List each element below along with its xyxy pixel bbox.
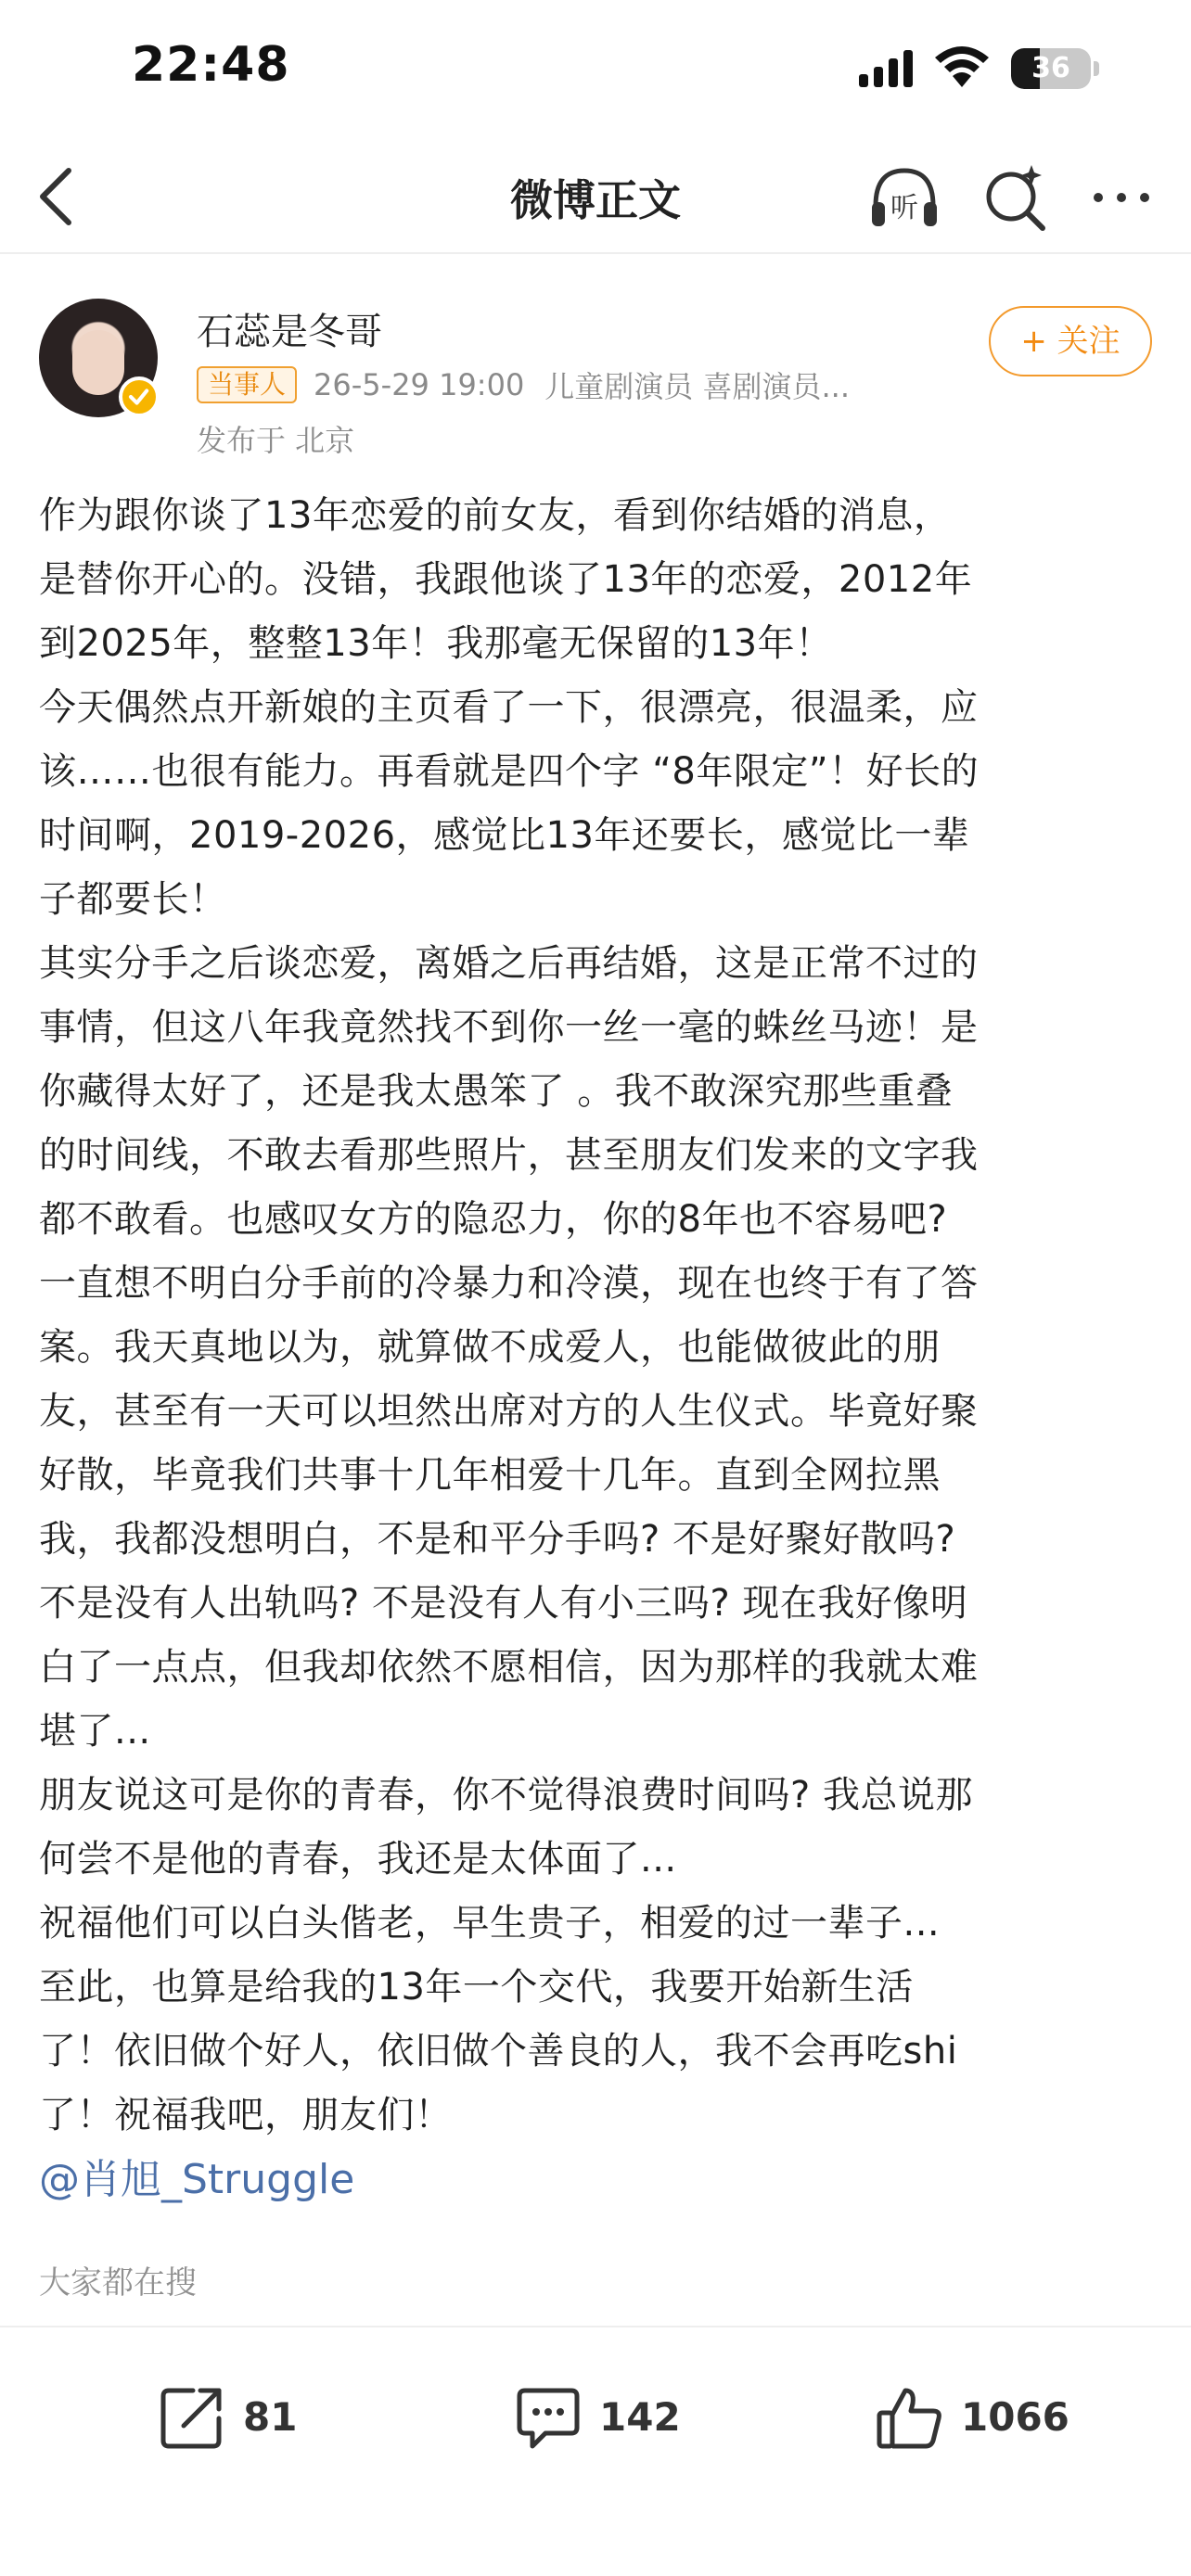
post-line: 的时间线，不敢去看那些照片，甚至朋友们发来的文字我 bbox=[39, 1134, 979, 1177]
post-line: 你藏得太好了，还是我太愚笨了 。我不敢深究那些重叠 bbox=[39, 1070, 954, 1113]
post-line: 事情，但这八年我竟然找不到你一丝一毫的蛛丝马迹！是 bbox=[39, 1006, 979, 1049]
post-line: 是替你开心的。没错，我跟他谈了13年的恋爱，2012年 bbox=[39, 558, 973, 601]
post-line: 友，甚至有一天可以坦然出席对方的人生仪式。毕竟好聚 bbox=[39, 1390, 979, 1433]
battery-body bbox=[1011, 48, 1091, 89]
follow-button[interactable]: + 关注 bbox=[989, 306, 1152, 376]
post-line: 不是没有人出轨吗? 不是没有人有小三吗? 现在我好像明 bbox=[39, 1582, 968, 1625]
status-bar bbox=[0, 0, 1191, 139]
post-line: 其实分手之后谈恋爱，离婚之后再结婚，这是正常不过的 bbox=[39, 942, 979, 985]
bottom-action-bar bbox=[0, 2326, 1191, 2576]
post-line: 何尝不是他的青春，我还是太体面了... bbox=[39, 1838, 677, 1881]
post-line: 都不敢看。也感叹女方的隐忍力，你的8年也不容易吧? bbox=[39, 1198, 948, 1241]
trending-label: 大家都在搜 bbox=[39, 2264, 197, 2302]
post-location: 发布于 北京 bbox=[197, 423, 355, 458]
post-line: 了！依旧做个好人，依旧做个善良的人，我不会再吃shi bbox=[39, 2030, 958, 2072]
post-line: 一直想不明白分手前的冷暴力和冷漠，现在也终于有了答 bbox=[39, 1262, 979, 1305]
verified-badge-icon bbox=[119, 376, 160, 417]
more-dots-icon[interactable] bbox=[1083, 159, 1159, 236]
repost-count: 81 bbox=[243, 2394, 298, 2440]
post-line: 案。我天真地以为，就算做不成爱人，也能做彼此的朋 bbox=[39, 1326, 941, 1369]
post-line: 祝福他们可以白头偕老，早生贵子，相爱的过一辈子... bbox=[39, 1902, 941, 1945]
post-body bbox=[39, 484, 1156, 2212]
post-line: 至此，也算是给我的13年一个交代，我要开始新生活 bbox=[39, 1966, 914, 2009]
post-line: 了！祝福我吧，朋友们！ bbox=[39, 2094, 453, 2136]
search-sparkle-icon[interactable] bbox=[978, 159, 1054, 236]
like-button[interactable] bbox=[874, 2381, 1106, 2459]
repost-button[interactable] bbox=[156, 2381, 341, 2459]
post-line: 堪了... bbox=[39, 1710, 151, 1753]
post-line: 白了一点点，但我却依然不愿相信，因为那样的我就太难 bbox=[39, 1646, 979, 1689]
thumbs-up-icon bbox=[874, 2381, 946, 2454]
post-line: 子都要长！ bbox=[39, 878, 227, 921]
post-line: 好散，毕竟我们共事十几年相爱十几年。直到全网拉黑 bbox=[39, 1454, 941, 1497]
post-line: 时间啊，2019-2026，感觉比13年还要长，感觉比一辈 bbox=[39, 814, 970, 857]
role-tag: 当事人 bbox=[197, 366, 297, 403]
post-line: 今天偶然点开新娘的主页看了一下，很漂亮，很温柔，应 bbox=[39, 686, 979, 729]
post-line: 该……也很有能力。再看就是四个字 “8年限定”！好长的 bbox=[39, 750, 980, 793]
headphones-listen-icon[interactable] bbox=[866, 159, 942, 236]
comment-button[interactable] bbox=[512, 2381, 716, 2459]
post-line: 作为跟你谈了13年恋爱的前女友，看到你结婚的消息， bbox=[39, 494, 952, 537]
post-time: 26-5-29 19:00 bbox=[314, 367, 525, 402]
page-title: 微博正文 bbox=[510, 175, 681, 225]
comment-icon bbox=[512, 2381, 584, 2454]
nav-bar bbox=[0, 139, 1191, 254]
post-line: 到2025年，整整13年！我那毫无保留的13年！ bbox=[39, 622, 833, 665]
author-tags: 儿童剧演员 喜剧演员... bbox=[544, 369, 850, 404]
like-count: 1066 bbox=[961, 2394, 1069, 2440]
battery-level: 36 bbox=[1031, 52, 1070, 84]
wifi-icon bbox=[933, 46, 991, 89]
author-name[interactable]: 石蕊是冬哥 bbox=[197, 311, 382, 353]
mention-link[interactable]: @肖旭_Struggle bbox=[39, 2156, 355, 2203]
cellular-signal-icon bbox=[857, 48, 920, 89]
author-header bbox=[0, 274, 1191, 460]
share-icon bbox=[156, 2381, 228, 2454]
status-time: 22:48 bbox=[132, 37, 290, 93]
battery-indicator bbox=[1011, 48, 1100, 89]
post-line: 我，我都没想明白，不是和平分手吗? 不是好聚好散吗? bbox=[39, 1518, 956, 1561]
avatar-face bbox=[72, 330, 124, 395]
post-meta bbox=[197, 363, 850, 404]
listen-label: 听 bbox=[890, 192, 918, 224]
post-line: 朋友说这可是你的青春，你不觉得浪费时间吗? 我总说那 bbox=[39, 1774, 973, 1817]
battery-tip bbox=[1094, 61, 1099, 76]
comment-count: 142 bbox=[599, 2394, 681, 2440]
